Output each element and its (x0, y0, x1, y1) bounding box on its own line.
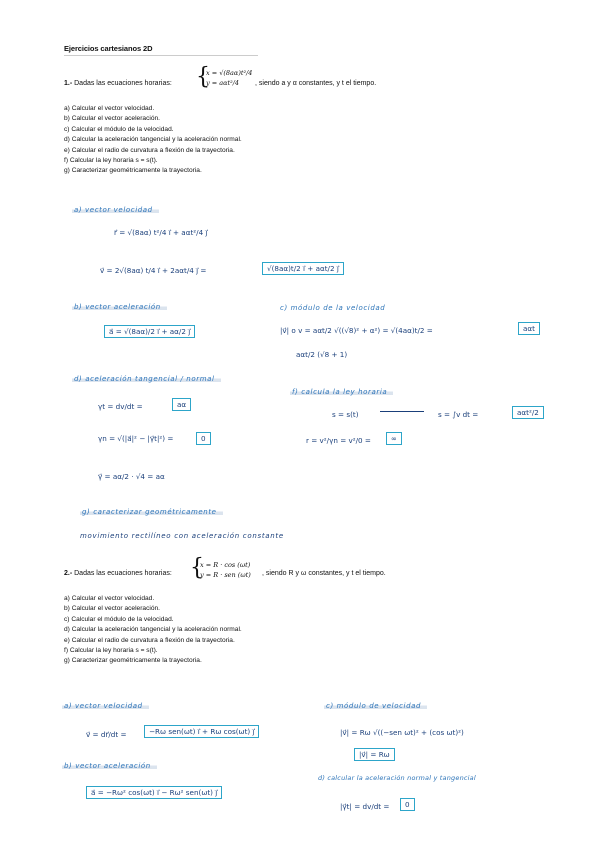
ex1-tail: , siendo a y α constantes, y t el tiempo. (255, 80, 377, 87)
ex2-hw-d-heading: d) calcular la aceleración normal y tangencial (318, 774, 476, 782)
ex1-hw-d-line3: γ⃗ = aα/2 · √4 = aα (98, 472, 165, 481)
ex2-statement (64, 570, 172, 577)
ex2-brace: { (190, 554, 204, 581)
ex2-question-list (64, 594, 242, 667)
ex1-hw-f-line2: r = v²/γn = v²/0 = (306, 436, 371, 445)
ex1-hw-d-line2: γn = √(|a⃗|² − |γ⃗t|²) = (98, 434, 174, 443)
ex2-hw-c-heading: c) módulo de velocidad (324, 702, 427, 710)
ex1-hw-f-arrow (380, 411, 424, 412)
ex1-hw-a-heading: a) vector velocidad (72, 206, 159, 214)
ex2-eq-y: y = R · sen (ωt) (200, 571, 251, 579)
ex2-hw-a-line1: v⃗ = dr⃗/dt = (86, 730, 127, 739)
ex1-question: d) Calcular la aceleración tangencial y la aceleración normal. (64, 136, 242, 144)
ex2-question: f) Calcular la ley horaria s = s(t). (64, 647, 158, 655)
ex1-question: b) Calcular el vector aceleración. (64, 115, 161, 123)
ex2-hw-d-result: 0 (400, 798, 415, 811)
ex1-hw-f-result2: ∞ (386, 432, 402, 445)
ex2-question: b) Calcular el vector aceleración. (64, 605, 161, 613)
ex1-hw-f-heading: f) calcula la ley horaria (290, 388, 393, 396)
ex2-hw-d-line1: |γ⃗t| = dv/dt = (340, 802, 390, 811)
ex1-hw-a-line1: r⃗ = √(8aα) t²/4 i⃗ + aαt²/4 j⃗ (114, 228, 208, 237)
ex1-question: e) Calcular el radio de curvatura a flexión de la trayectoria. (64, 146, 235, 154)
document-title: Ejercicios cartesianos 2D (64, 44, 153, 53)
ex2-question: e) Calcular el radio de curvatura a flexión de la trayectoria. (64, 636, 235, 644)
ex1-eq-y: y = aαt²/4 (206, 79, 240, 87)
ex1-brace: { (196, 63, 210, 90)
ex1-statement (64, 80, 172, 87)
ex1-question-list (64, 104, 242, 177)
ex2-tail: , siendo R y ω constantes, y t el tiempo. (262, 570, 386, 577)
ex2-number: 2.- (64, 570, 73, 577)
ex2-hw-b-result: a⃗ = −Rω² cos(ωt) i⃗ − Rω² sen(ωt) j⃗ (86, 786, 222, 799)
ex1-question: c) Calcular el módulo de la velocidad. (64, 125, 174, 133)
ex1-hw-a-line2: v⃗ = 2√(8aα) t/4 i⃗ + 2aαt/4 j⃗ = (100, 266, 207, 275)
ex1-hw-c-line2: aαt/2 (√8 + 1) (296, 350, 348, 359)
ex2-hw-a-heading: a) vector velocidad (62, 702, 149, 710)
ex1-hw-d-heading: d) aceleración tangencial / normal (72, 375, 221, 383)
ex1-hw-c-result: aαt (518, 322, 540, 335)
ex2-question: d) Calcular la aceleración tangencial y la aceleración normal. (64, 626, 242, 634)
ex1-question: f) Calcular la ley horaria s = s(t). (64, 157, 158, 165)
ex1-eq-x: x = √(8aα)t²/4 (206, 69, 253, 77)
ex1-hw-f-result: aαt²/2 (512, 406, 544, 419)
ex2-question: c) Calcular el módulo de la velocidad. (64, 615, 174, 623)
ex1-system (206, 68, 252, 88)
ex1-hw-a-result: √(8aα)t/2 i⃗ + aαt/2 j⃗ (262, 262, 344, 275)
ex1-number: 1.- (64, 80, 73, 87)
ex2-intro: Dadas las ecuaciones horarias: (74, 570, 172, 577)
title-divider (64, 55, 258, 56)
ex2-question: g) Caracterizar geométricamente la trayectoria. (64, 657, 202, 665)
ex2-hw-b-heading: b) vector aceleración (62, 762, 157, 770)
ex1-hw-g-heading: g) caracterizar geométricamente (80, 508, 223, 516)
ex1-hw-b-heading: b) vector aceleración (72, 303, 167, 311)
ex1-question: a) Calcular el vector velocidad. (64, 105, 155, 112)
ex1-intro: Dadas las ecuaciones horarias: (74, 80, 172, 87)
ex1-hw-f-line1a: s = s(t) (332, 410, 359, 419)
ex2-system (200, 560, 251, 580)
ex1-hw-d-result1: aα (172, 398, 191, 411)
ex1-hw-c-heading: c) módulo de la velocidad (280, 304, 386, 312)
ex1-hw-d-result2: 0 (196, 432, 211, 445)
ex1-hw-g-text: movimiento rectilíneo con aceleración constante (80, 532, 284, 540)
ex1-hw-d-line1: γt = dv/dt = (98, 402, 143, 411)
ex1-hw-b-result: a⃗ = √(8aα)/2 i⃗ + aα/2 j⃗ (104, 325, 195, 338)
ex2-question: a) Calcular el vector velocidad. (64, 595, 155, 602)
ex2-eq-x: x = R · cos (ωt) (200, 561, 251, 569)
ex1-question: g) Caracterizar geométricamente la trayectoria. (64, 167, 202, 175)
ex1-hw-f-line1b: s = ∫v dt = (438, 410, 479, 419)
ex2-hw-a-result: −Rω sen(ωt) i⃗ + Rω cos(ωt) j⃗ (144, 725, 259, 738)
ex2-hw-c-result: |v⃗| = Rω (354, 748, 395, 761)
ex2-hw-c-line1: |v⃗| = Rω √((−sen ωt)² + (cos ωt)²) (340, 728, 464, 737)
ex1-hw-c-line1: |v⃗| o v = aαt/2 √((√8)² + α²) = √(4aα)t/2 = (280, 326, 433, 335)
